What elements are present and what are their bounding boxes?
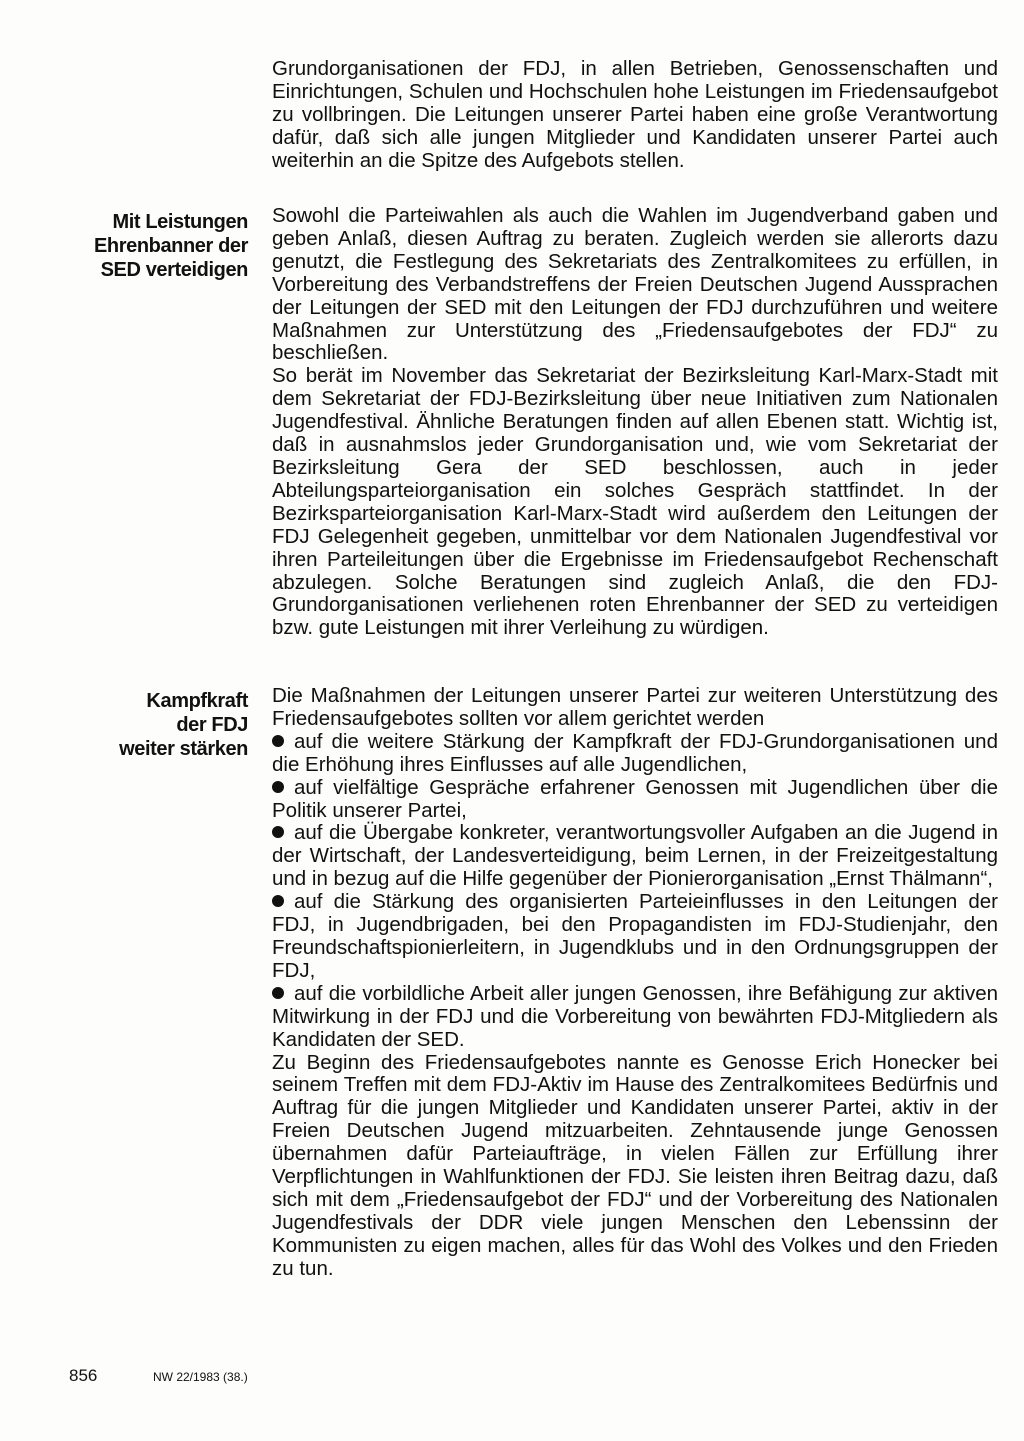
- section2-heading: [60, 689, 248, 761]
- section1-heading-line: SED verteidigen: [100, 259, 248, 281]
- section2-heading-line: der FDJ: [176, 714, 248, 736]
- bullet-dot-icon: [272, 735, 284, 747]
- bullet-text: auf die weitere Stärkung der Kampfkraft der FDJ-Grundorganisationen und die Erhöhung ihres Einflusses auf alle Jugendlichen,: [272, 729, 998, 776]
- section2-closing: Zu Beginn des Friedensaufgebotes nannte es Genosse Erich Honecker bei seinem Treffen mit dem FDJ-Aktiv im Hause des Zentralkomitees Bedürfnis und Auftrag für die jungen Mitglieder und Kandidaten unserer Partei, aktiv in der Freien Deutschen Jugend mitzuarbeiten. Zehntausende junge Genossen übernahmen dafür Parteiaufträge, in vielen Fällen zur Erfüllung ihrer Verpflichtungen in Wahlfunktionen der FDJ. Sie leisten ihren Beitrag dazu, daß sich mit dem „Friedensaufgebot der FDJ“ und der Vorbereitung des Nationalen Jugendfestivals der DDR viele jungen Menschen den Lebenssinn der Kommunisten zu eigen machen, alles für das Wohl des Volkes und den Frieden zu tun.: [272, 1050, 998, 1280]
- bullet-dot-icon: [272, 895, 284, 907]
- section1-paragraph: Sowohl die Parteiwahlen als auch die Wahlen im Jugendverband gaben und geben Anlaß, diesen Auftrag zu beraten. Zugleich werden sie allerorts dazu genutzt, die Festlegung des Sekretariats des Zentralkomitees zu erfüllen, in Vorbereitung des Verbandstreffens der Freien Deutschen Jugend Aussprachen der Leitungen der SED mit den Leitungen der FDJ durchzuführen und weitere Maßnahmen zur Unterstützung des „Friedensaufgebotes der FDJ“ zu beschließen.: [272, 204, 998, 365]
- bullet-item: [272, 822, 998, 891]
- section1-body: [272, 205, 998, 640]
- bullet-text: auf die Stärkung des organisierten Parteieinflusses in den Leitungen der FDJ, in Jugendbrigaden, bei den Propagandisten im FDJ-Studienjahr, den Freundschaftspionierleitern, in Jugendklubs und in den Ordnungsgruppen der FDJ,: [272, 890, 998, 982]
- section2-heading-line: Kampfkraft: [146, 690, 248, 712]
- section1-heading-line: Ehrenbanner der: [93, 235, 248, 257]
- bullet-dot-icon: [272, 781, 284, 793]
- section2-lead: Die Maßnahmen der Leitungen unserer Partei zur weiteren Unterstützung des Friedensaufgebotes sollten vor allem gerichtet werden: [272, 684, 998, 730]
- section1-heading-line: Mit Leistungen: [112, 211, 248, 233]
- section2-body: [272, 685, 998, 1281]
- page-number: 856: [69, 1366, 98, 1385]
- intro-block: [272, 58, 998, 173]
- bullet-text: auf die Übergabe konkreter, verantwortungsvoller Aufgaben an die Jugend in der Wirtschaft, der Landesverteidigung, beim Lernen, in der Freizeitgestaltung und in bezug auf die Hilfe gegenüber der Pionierorganisation „Ernst Thälmann“,: [272, 821, 998, 891]
- bullet-item: [272, 983, 998, 1052]
- bullet-item: [272, 891, 998, 983]
- bullet-item: [272, 731, 998, 777]
- bullet-text: auf vielfältige Gespräche erfahrener Genossen mit Jugendlichen über die Politik unserer Partei,: [272, 775, 998, 822]
- bullet-dot-icon: [272, 826, 284, 838]
- intro-paragraph: Grundorganisationen der FDJ, in allen Betrieben, Genossenschaften und Einrichtungen, Schulen und Hochschulen hohe Leistungen im Friedensaufgebot zu vollbringen. Die Leitungen unserer Partei haben eine große Verantwortung dafür, daß sich alle jungen Mitglieder und Kandidaten unserer Partei auch weiterhin an die Spitze des Aufgebots stellen.: [272, 57, 998, 172]
- section1-heading: [60, 210, 248, 282]
- bullet-item: [272, 777, 998, 823]
- issue-reference: NW 22/1983 (38.): [153, 1370, 248, 1384]
- bullet-dot-icon: [272, 987, 284, 999]
- section1-paragraph: So berät im November das Sekretariat der Bezirksleitung Karl-Marx-Stadt mit dem Sekretariat der FDJ-Bezirksleitung über neue Initiativen zum Nationalen Jugendfestival. Ähnliche Beratungen finden auf allen Ebenen statt. Wichtig ist, daß in ausnahmslos jeder Grundorganisation und, wie vom Sekretariat der Bezirksleitung Gera der SED beschlossen, auch in jeder Abteilungsparteiorganisation ein solches Gespräch stattfindet. In der Bezirksparteiorganisation Karl-Marx-Stadt wird außerdem den Leitungen der FDJ Gelegenheit gegeben, unmittelbar vor dem Nationalen Jugendfestival vor ihren Parteileitungen über die Ergebnisse im Friedensaufgebot Rechenschaft abzulegen. Solche Beratungen sind zugleich Anlaß, die den FDJ-Grundorganisationen verliehenen roten Ehrenbanner der SED zu verteidigen bzw. gute Leistungen mit ihrer Verleihung zu würdigen.: [272, 364, 998, 640]
- section2-heading-line: weiter stärken: [119, 738, 248, 760]
- bullet-text: auf die vorbildliche Arbeit aller jungen Genossen, ihre Befähigung zur aktiven Mitwirkung in der FDJ und die Vorbereitung von bewährten FDJ-Mitgliedern als Kandidaten der SED.: [272, 981, 998, 1051]
